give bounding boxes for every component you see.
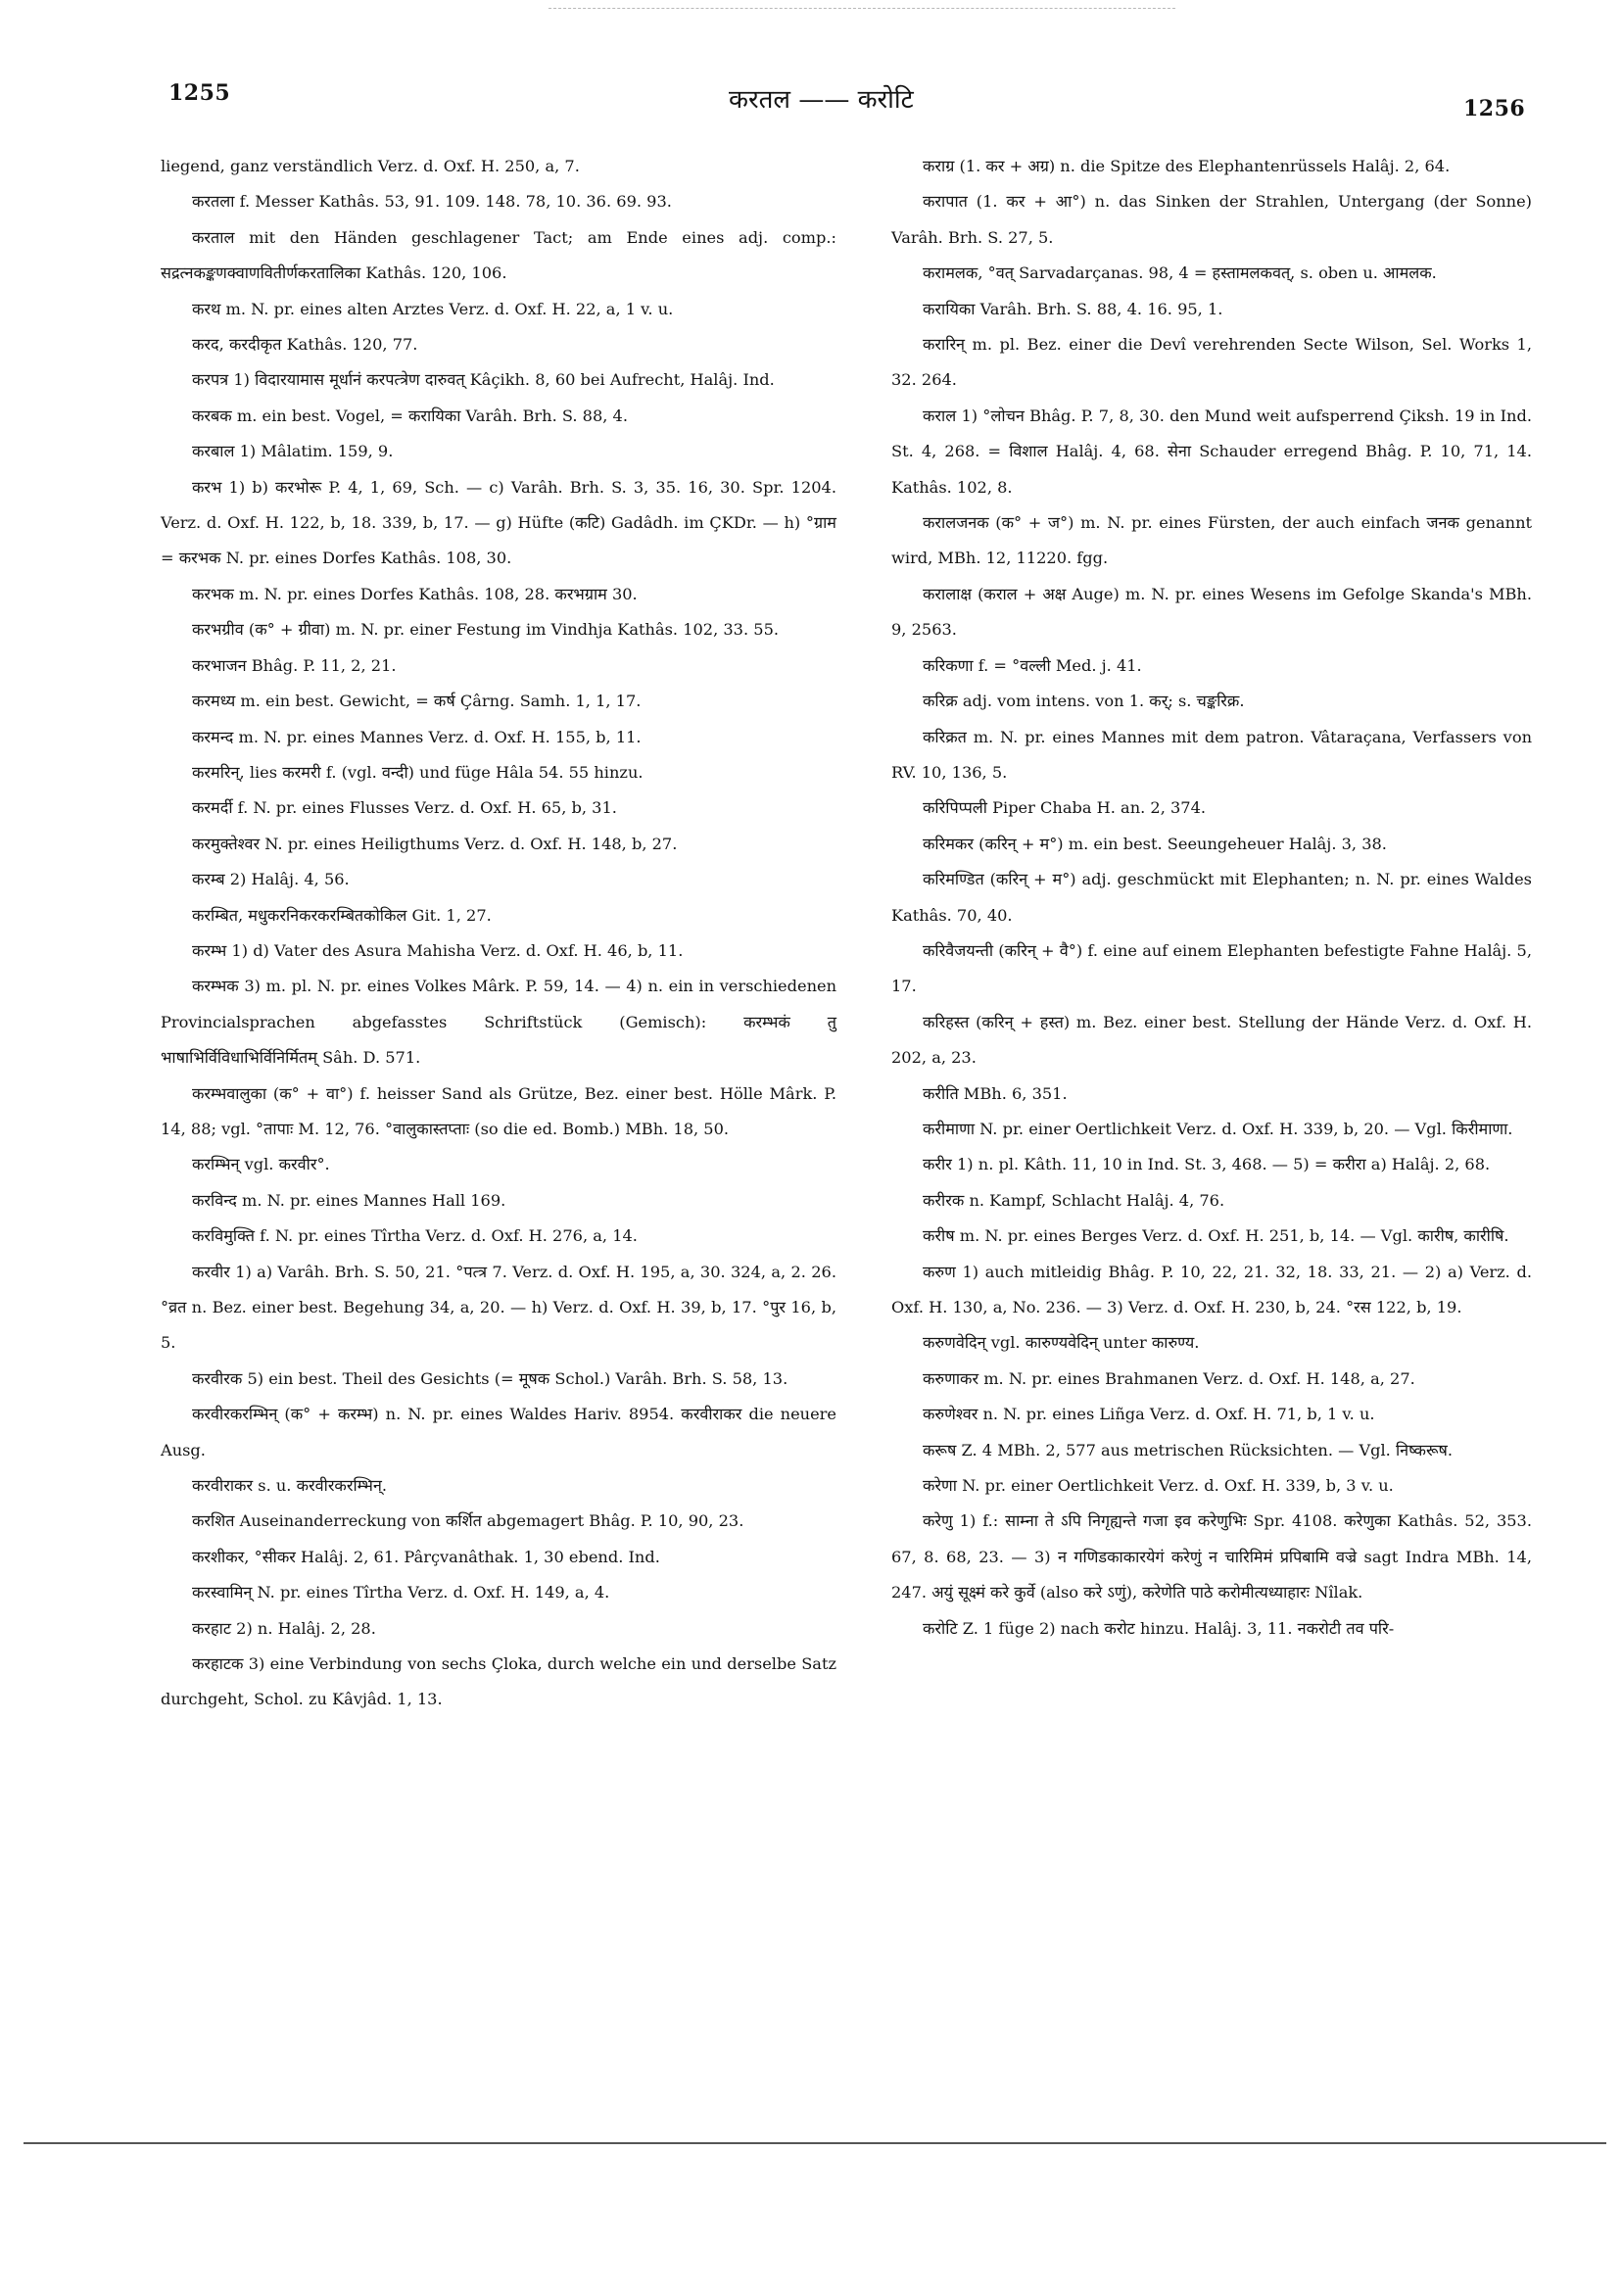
dictionary-entry: करशित Auseinanderreckung von कर्शित abgemagert Bhâg. P. 10, 90, 23. (192, 1511, 744, 1531)
dictionary-entry: करशीकर, °सीकर Halâj. 2, 61. Pârçvanâthak. 1, 30 ebend. Ind. (192, 1547, 660, 1566)
dictionary-entry: करम्ब 2) Halâj. 4, 56. (192, 870, 350, 889)
dictionary-entry: करुणवेदिन् vgl. कारुण्यवेदिन् unter कारुण्य. (923, 1333, 1200, 1353)
dictionary-entry: करेणा N. pr. einer Oertlichkeit Verz. d. Oxf. H. 339, b, 3 v. u. (923, 1476, 1394, 1496)
dictionary-entry: करीष m. N. pr. eines Berges Verz. d. Oxf. H. 251, b, 14. — Vgl. कारीष, कारीषि. (923, 1226, 1509, 1246)
dictionary-entry: करूष Z. 4 MBh. 2, 577 aus metrischen Rücksichten. — Vgl. निष्करूष. (923, 1440, 1454, 1459)
dictionary-entry: करद, करदीकृत Kathâs. 120, 77. (192, 335, 418, 355)
dictionary-entry: करिहस्त (करिन् + हस्त) m. Bez. einer best. Stellung der Hände Verz. d. Oxf. H. 202, a, 23. (891, 1012, 1532, 1068)
dictionary-entry: करम्बित, मधुकरनिकरकरम्बितकोकिल Git. 1, 27. (192, 905, 492, 925)
top-rule (549, 8, 1175, 9)
dictionary-entry: करहाट 2) n. Halâj. 2, 28. (192, 1618, 376, 1638)
dictionary-entry: करुण 1) auch mitleidig Bhâg. P. 10, 22, 21. 32, 18. 33, 21. — 2) a) Verz. d. Oxf. H. 130, a, No. 236. — 3) Verz. d. Oxf. H. 230, b, 24. °रस 122, b, 19. (891, 1262, 1532, 1316)
dictionary-entry: करस्वामिन् N. pr. eines Tîrtha Verz. d. Oxf. H. 149, a, 4. (192, 1583, 610, 1602)
bottom-rule (24, 2142, 1606, 2144)
dictionary-entry: कराग्र (1. कर + अग्र) n. die Spitze des Elephantenrüssels Halâj. 2, 64. (923, 157, 1451, 175)
dictionary-entry: करविमुक्ति f. N. pr. eines Tîrtha Verz. d. Oxf. H. 276, a, 14. (192, 1226, 638, 1246)
dictionary-entry: करमुक्तेश्वर N. pr. eines Heiligthums Verz. d. Oxf. H. 148, b, 27. (192, 834, 678, 853)
dictionary-entry: करबाल 1) Mâlatim. 159, 9. (192, 442, 394, 461)
dictionary-entry: करभग्रीव (क° + ग्रीवा) m. N. pr. einer Festung im Vindhja Kathâs. 102, 33. 55. (192, 620, 780, 640)
dictionary-entry: करारिन् m. pl. Bez. einer die Devî verehrenden Secte Wilson, Sel. Works 1, 32. 264. (891, 335, 1532, 390)
left-column (161, 149, 836, 1718)
dictionary-entry: करिक्र adj. vom intens. von 1. कर्; s. चङ्करिक्र. (923, 692, 1245, 711)
dictionary-entry: करिमण्डित (करिन् + म°) adj. geschmückt mit Elephanten; n. N. pr. eines Waldes Kathâs. 70, 40. (891, 870, 1532, 925)
dictionary-entry: करम्भक 3) m. pl. N. pr. eines Volkes Mârk. P. 59, 14. — 4) n. ein in verschiedenen Provincialsprachen abgefasstes Schriftstück (Gemisch): करम्भकं तु भाषाभिर्विविधाभिर्विनिर्मितम् Sâh. D. 571. (161, 977, 836, 1068)
running-head: करतल —— करोटि (729, 85, 914, 115)
dictionary-entry: करालाक्ष (कराल + अक्ष Auge) m. N. pr. eines Wesens im Gefolge Skanda's MBh. 9, 2563. (891, 584, 1532, 640)
dictionary-entry: करथ m. N. pr. eines alten Arztes Verz. d. Oxf. H. 22, a, 1 v. u. (192, 299, 674, 318)
dictionary-entry: करालजनक (क° + ज°) m. N. pr. eines Fürsten, der auch einfach जनक genannt wird, MBh. 12, 11220. fgg. (891, 513, 1532, 568)
dictionary-entry: करिमकर (करिन् + म°) m. ein best. Seeungeheuer Halâj. 3, 38. (923, 834, 1387, 853)
dictionary-entry: करभ 1) b) करभोरू P. 4, 1, 69, Sch. — c) Varâh. Brh. S. 3, 35. 16, 30. Spr. 1204. Verz. d. Oxf. H. 122, b, 18. 339, b, 17. — g) Hüfte (कटि) Gadâdh. im ÇKDr. — h) °ग्राम = करभक N. pr. eines Dorfes Kathâs. 108, 30. (161, 477, 836, 568)
dictionary-entry: करिकणा f. = °वल्ली Med. j. 41. (923, 655, 1142, 675)
page-number-left: 1255 (168, 80, 231, 106)
page-number-right: 1256 (1463, 96, 1526, 121)
dictionary-entry: करबक m. ein best. Vogel, = करायिका Varâh. Brh. S. 88, 4. (192, 406, 628, 425)
dictionary-entry: करपत्र 1) विदारयामास मूर्धानं करपत्त्रेण दारुवत् Kâçikh. 8, 60 bei Aufrecht, Halâj. Ind. (192, 370, 775, 390)
dictionary-entry: करेणु 1) f.: साम्ना ते ऽपि निगृह्यन्ते गजा इव करेणुभिः Spr. 4108. करेणुका Kathâs. 52, 353. 67, 8. 68, 23. — 3) न गणिडकाकारयेगं करेणुं न चारिमिमं प्रपिबामि वज्रे sagt Indra MBh. 14, 247. अयुं सूक्ष्मं करे कुर्वे (also करे ऽणुं), करेणेति पाठे करोमीत्यध्याहारः Nîlak. (891, 1511, 1532, 1602)
dictionary-entry: करहाटक 3) eine Verbindung von sechs Çloka, durch welche ein und derselbe Satz durchgeht, Schol. zu Kâvjâd. 1, 13. (161, 1654, 836, 1709)
dictionary-entry: करवीर 1) a) Varâh. Brh. S. 50, 21. °पत्त्र 7. Verz. d. Oxf. H. 195, a, 30. 324, a, 2. 26. °व्रत n. Bez. einer best. Begehung 34, a, 20. — h) Verz. d. Oxf. H. 39, b, 17. °पुर 16, b, 5. (161, 1262, 836, 1353)
dictionary-entry: करमरिन्, lies करमरी f. (vgl. वन्दी) und füge Hâla 54. 55 hinzu. (192, 762, 644, 782)
dictionary-entry: करमध्य m. ein best. Gewicht, = कर्ष Çârng. Samh. 1, 1, 17. (192, 692, 642, 711)
dictionary-entry: करताल mit den Händen geschlagener Tact; am Ende eines adj. comp.: सद्रत्नकङ्कणक्वाणवितीर्णकरतालिका Kathâs. 120, 106. (161, 227, 836, 283)
dictionary-entry: करापात (1. कर + आ°) n. das Sinken der Strahlen, Untergang (der Sonne) Varâh. Brh. S. 27, 5. (891, 192, 1532, 247)
dictionary-entry: liegend, ganz verständlich Verz. d. Oxf. H. 250, a, 7. (161, 157, 580, 175)
dictionary-entry: करमर्दी f. N. pr. eines Flusses Verz. d. Oxf. H. 65, b, 31. (192, 798, 617, 818)
dictionary-entry: करोटि Z. 1 füge 2) nach करोट hinzu. Halâj. 3, 11. नकरोटी तव परि- (923, 1618, 1395, 1638)
dictionary-entry: करवीरकरम्भिन् (क° + करम्भ) n. N. pr. eines Waldes Hariv. 8954. करवीराकर die neuere Ausg. (161, 1405, 836, 1459)
dictionary-entry: करवीराकर s. u. करवीरकरम्भिन्. (192, 1476, 388, 1496)
dictionary-entry: करीर 1) n. pl. Kâth. 11, 10 in Ind. St. 3, 468. — 5) = करीरा a) Halâj. 2, 68. (923, 1155, 1491, 1174)
dictionary-entry: करीरक n. Kampf, Schlacht Halâj. 4, 76. (923, 1190, 1225, 1210)
dictionary-entry: करमन्द m. N. pr. eines Mannes Verz. d. Oxf. H. 155, b, 11. (192, 727, 642, 746)
dictionary-entry: करविन्द m. N. pr. eines Mannes Hall 169. (192, 1190, 506, 1210)
right-column (891, 149, 1532, 1647)
dictionary-entry: करवीरक 5) ein best. Theil des Gesichts (= मूषक Schol.) Varâh. Brh. S. 58, 13. (192, 1368, 788, 1388)
dictionary-entry: कराल 1) °लोचन Bhâg. P. 7, 8, 30. den Mund weit aufsperrend Çiksh. 19 in Ind. St. 4, 268. = विशाल Halâj. 4, 68. सेना Schauder erregend Bhâg. P. 10, 71, 14. Kathâs. 102, 8. (891, 406, 1532, 497)
dictionary-entry: करतला f. Messer Kathâs. 53, 91. 109. 148. 78, 10. 36. 69. 93. (192, 192, 672, 212)
dictionary-entry: करिक्रत m. N. pr. eines Mannes mit dem patron. Vâtaraçana, Verfassers von RV. 10, 136, 5. (891, 727, 1532, 782)
dictionary-entry: करभक m. N. pr. eines Dorfes Kathâs. 108, 28. करभग्राम 30. (192, 584, 638, 603)
dictionary-entry: करीमाणा N. pr. einer Oertlichkeit Verz. d. Oxf. H. 339, b, 20. — Vgl. किरीमाणा. (923, 1119, 1513, 1138)
dictionary-entry: करायिका Varâh. Brh. S. 88, 4. 16. 95, 1. (923, 299, 1223, 318)
dictionary-entry: करामलक, °वत् Sarvadarçanas. 98, 4 = हस्तामलकवत्, s. oben u. आमलक. (923, 263, 1437, 283)
dictionary-entry: करम्भ 1) d) Vater des Asura Mahisha Verz. d. Oxf. H. 46, b, 11. (192, 940, 684, 960)
dictionary-entry: करिवैजयन्ती (करिन् + वै°) f. eine auf einem Elephanten befestigte Fahne Halâj. 5, 17. (891, 940, 1532, 996)
dictionary-entry: करुणाकर m. N. pr. eines Brahmanen Verz. d. Oxf. H. 148, a, 27. (923, 1368, 1415, 1388)
dictionary-entry: करभाजन Bhâg. P. 11, 2, 21. (192, 655, 397, 675)
dictionary-entry: करीति MBh. 6, 351. (923, 1083, 1068, 1103)
dictionary-entry: करम्भवालुका (क° + वा°) f. heisser Sand als Grütze, Bez. einer best. Hölle Mârk. P. 14, 88; vgl. °तापाः M. 12, 76. °वालुकास्तप्ताः (so die ed. Bomb.) MBh. 18, 50. (161, 1083, 836, 1138)
dictionary-entry: करिपिप्पली Piper Chaba H. an. 2, 374. (923, 798, 1207, 818)
dictionary-entry: करुणेश्वर n. N. pr. eines Liñga Verz. d. Oxf. H. 71, b, 1 v. u. (923, 1405, 1375, 1424)
dictionary-entry: करम्भिन् vgl. करवीर°. (192, 1155, 330, 1174)
